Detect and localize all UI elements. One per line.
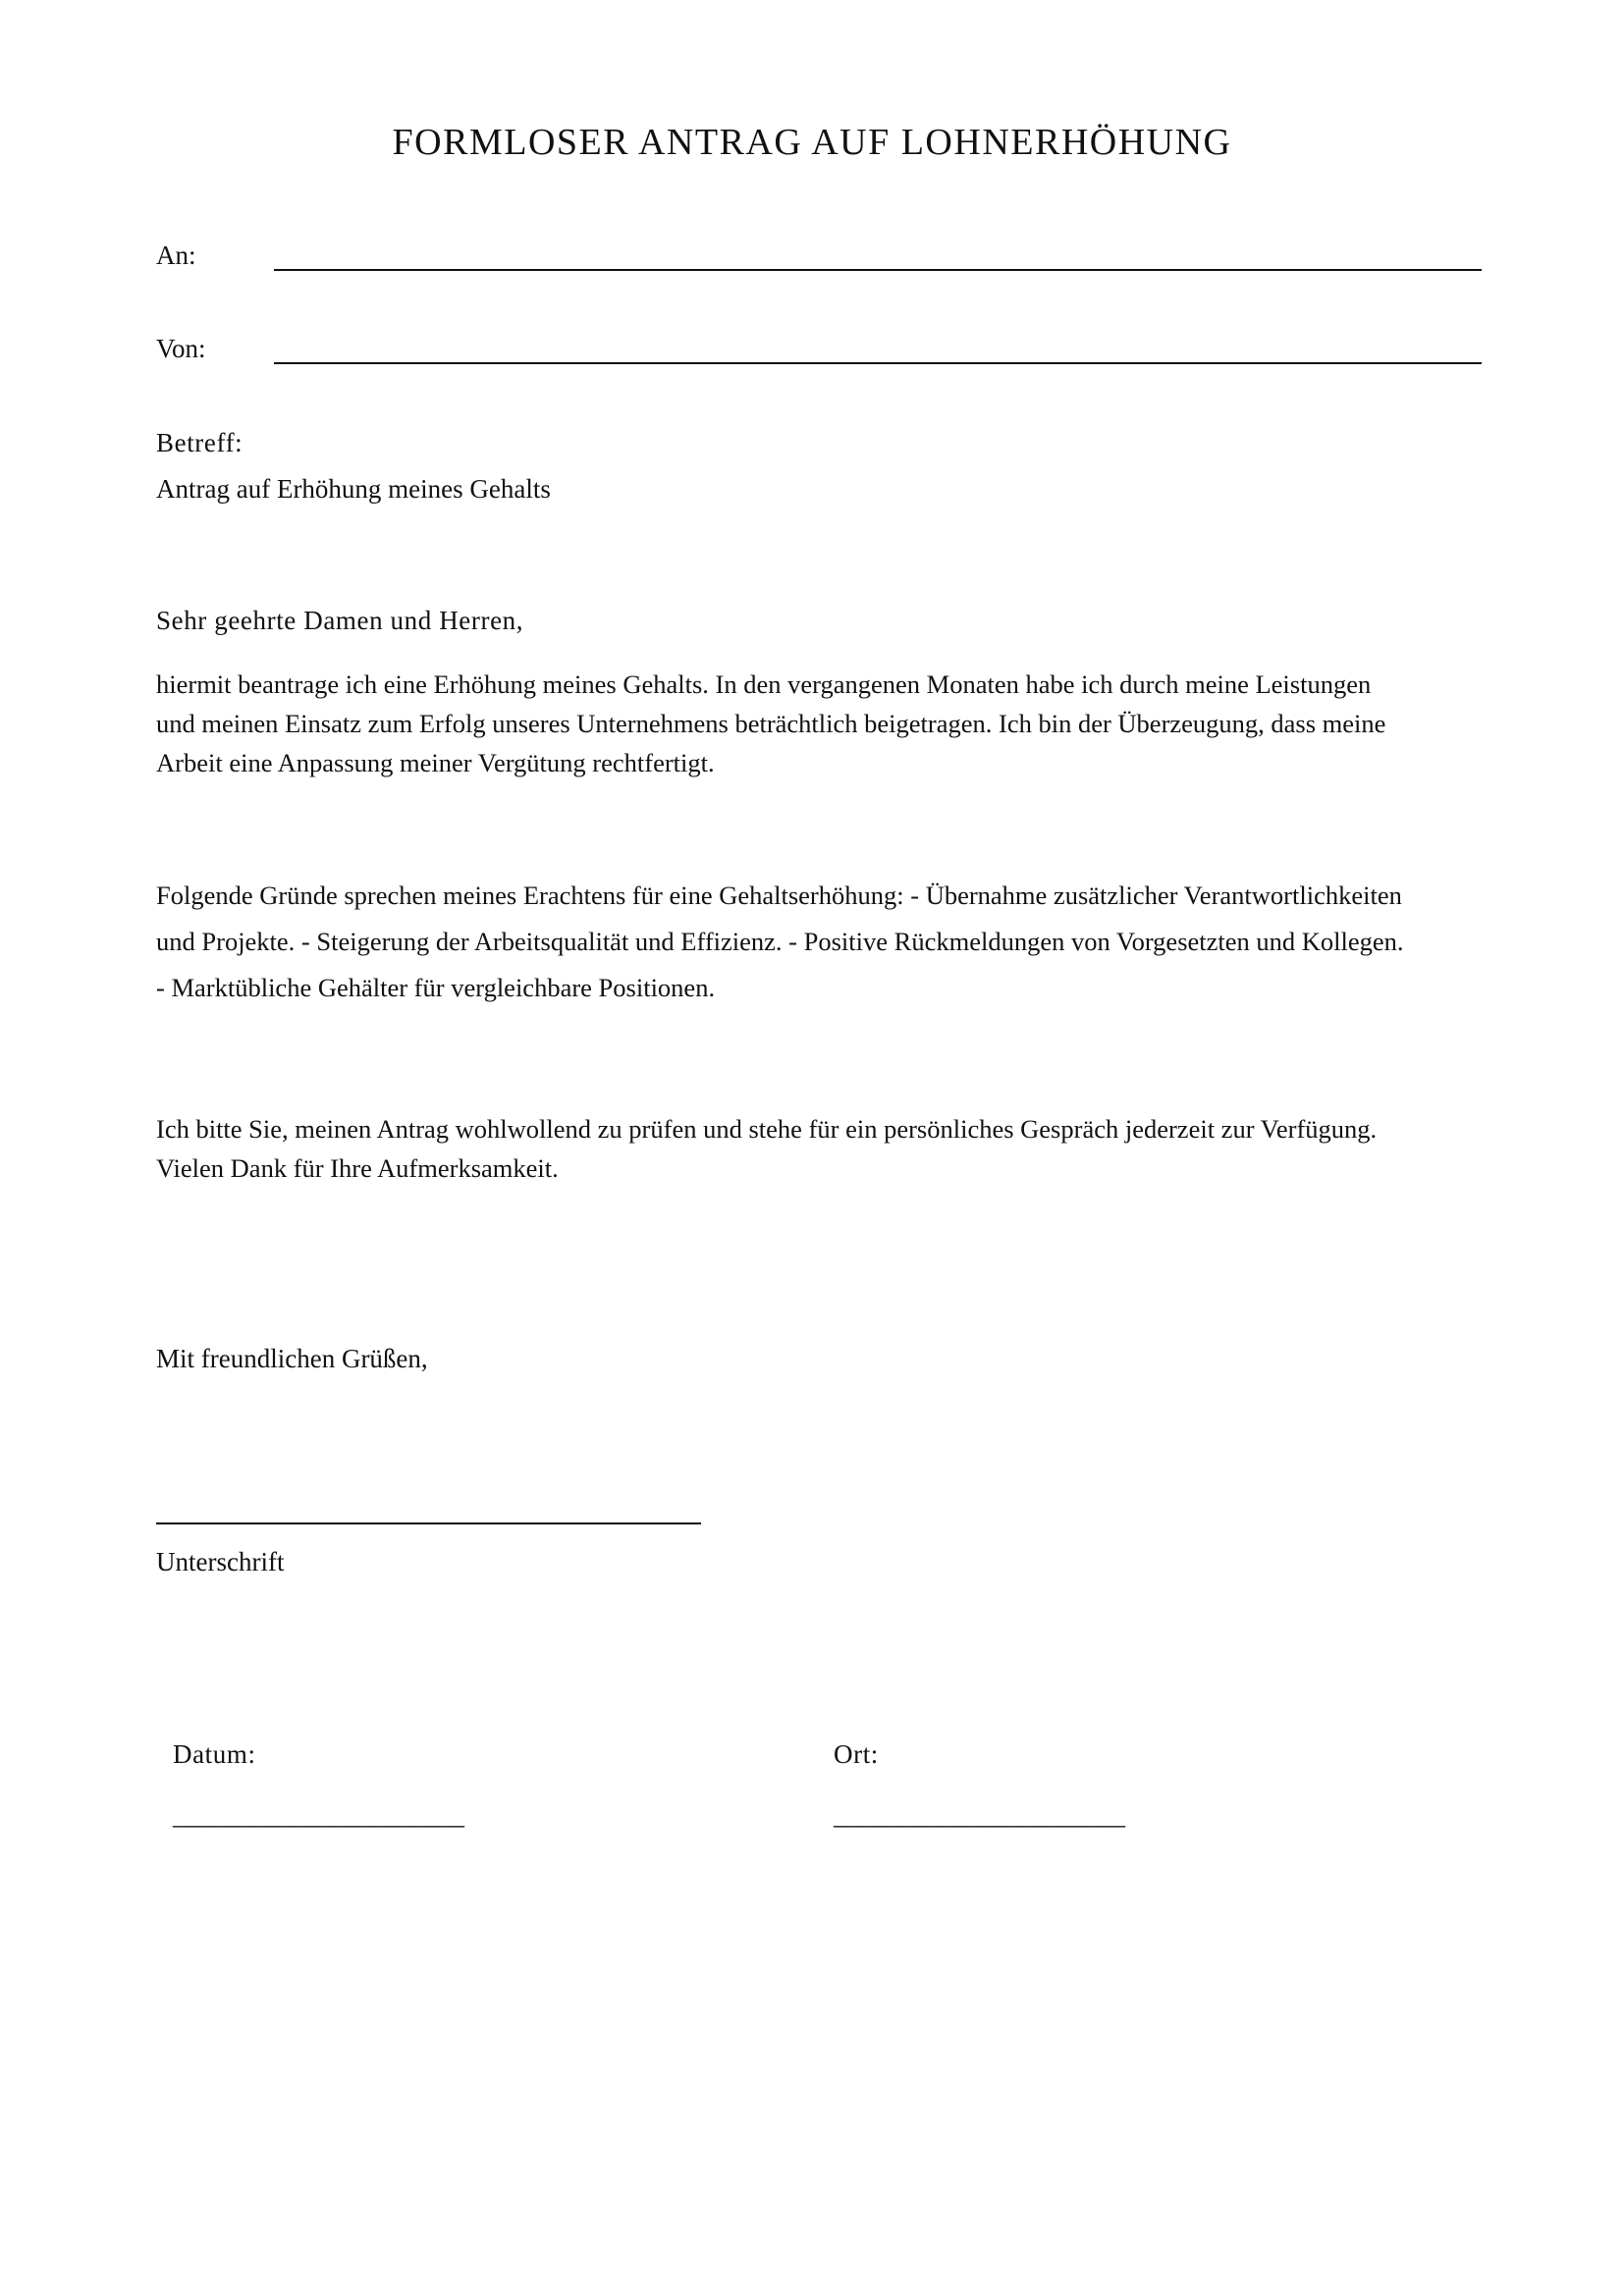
- ort-label: Ort:: [834, 1739, 879, 1769]
- closing: Mit freundlichen Grüßen,: [156, 1344, 428, 1373]
- paragraph-1-line: hiermit beantrage ich eine Erhöhung meines Gehalts. In den vergangenen Monaten habe ich durch meine Leistungen: [156, 669, 1372, 699]
- paragraph-2-line: - Marktübliche Gehälter für vergleichbare Positionen.: [156, 973, 716, 1002]
- an-label: An:: [156, 240, 196, 270]
- paragraph-2-line: und Projekte. - Steigerung der Arbeitsqualität und Effizienz. - Positive Rückmeldungen von Vorgesetzten und Kollegen.: [156, 927, 1404, 956]
- paragraph-3-line: Ich bitte Sie, meinen Antrag wohlwollend zu prüfen und stehe für ein persönliches Gespräch jederzeit zur Verfügung.: [156, 1114, 1378, 1144]
- von-label: Von:: [156, 334, 206, 363]
- signature-line[interactable]: [156, 1522, 701, 1524]
- datum-blank[interactable]: ______________________: [173, 1800, 464, 1830]
- von-input-line[interactable]: [274, 362, 1482, 364]
- betreff-text: Antrag auf Erhöhung meines Gehalts: [156, 474, 551, 504]
- paragraph-2-line: Folgende Gründe sprechen meines Erachtens für eine Gehaltserhöhung: - Übernahme zusätzlicher Verantwortlichkeiten: [156, 881, 1402, 910]
- paragraph-1-line: Arbeit eine Anpassung meiner Vergütung rechtfertigt.: [156, 748, 715, 777]
- paragraph-1-line: und meinen Einsatz zum Erfolg unseres Unternehmens beträchtlich beigetragen. Ich bin der Überzeugung, dass meine: [156, 709, 1386, 738]
- an-input-line[interactable]: [274, 269, 1482, 271]
- salutation: Sehr geehrte Damen und Herren,: [156, 606, 524, 635]
- page-title: FORMLOSER ANTRAG AUF LOHNERHÖHUNG: [392, 122, 1232, 163]
- paragraph-2: [156, 873, 1491, 1011]
- paragraph-3: [156, 1109, 1491, 1188]
- datum-label: Datum:: [173, 1739, 256, 1769]
- paragraph-1: [156, 665, 1491, 782]
- ort-blank[interactable]: ______________________: [834, 1800, 1125, 1830]
- signature-label: Unterschrift: [156, 1547, 285, 1576]
- paragraph-3-line: Vielen Dank für Ihre Aufmerksamkeit.: [156, 1153, 559, 1183]
- betreff-label: Betreff:: [156, 428, 244, 457]
